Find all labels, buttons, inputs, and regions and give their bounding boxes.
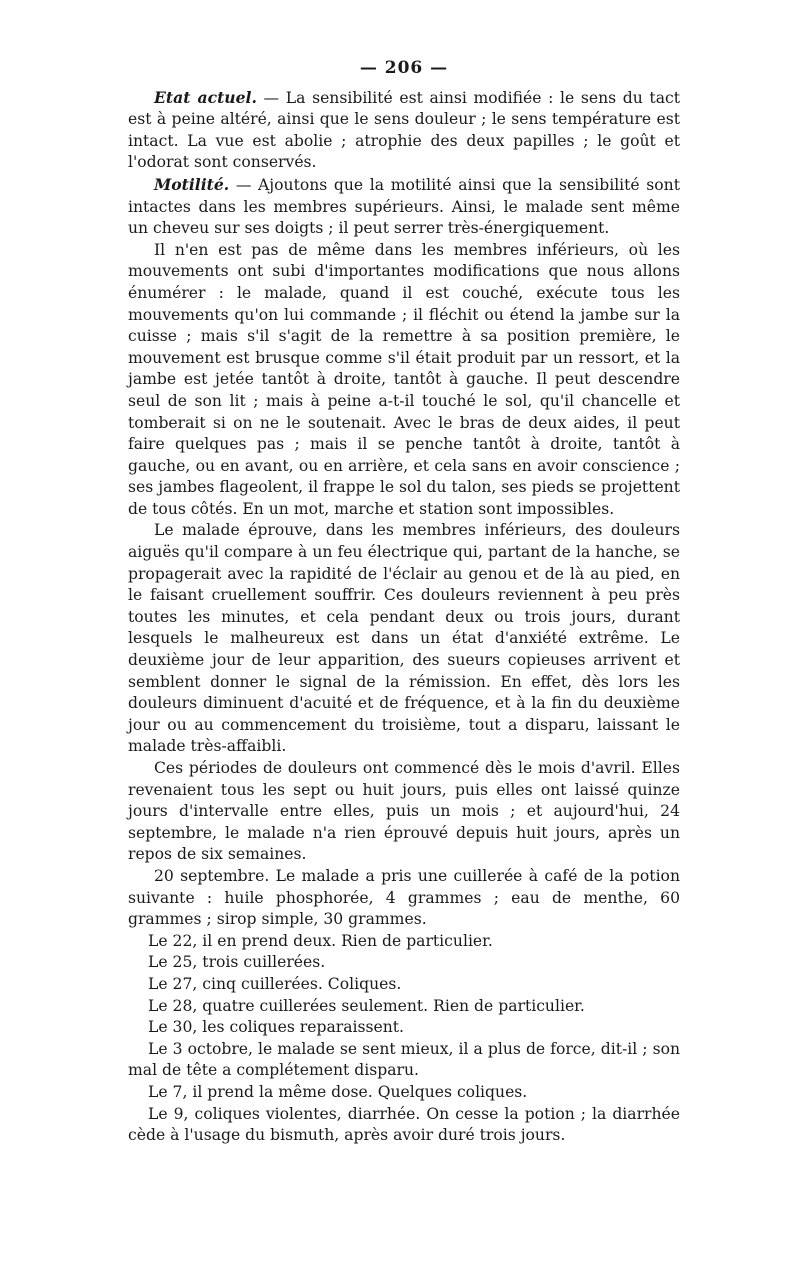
entry-25: Le 25, trois cuillerées. <box>148 953 326 972</box>
entry-7: Le 7, il prend la même dose. Quelques coliques. <box>148 1082 528 1101</box>
paragraph-membres-inferieurs: Il n'en est pas de même dans les membres inférieurs, où les mouvements ont subi d'importantes modifications que nous allons énumérer : le malade, quand il est couché, exécute tous les mouvements qu'on lui commande ; il fléchit ou étend la jambe sur la cuisse ; mais s'il s'agit de la remettre à sa position première, le mouvement est brusque comme s'il était produit par un ressort, et la jambe est jetée tantôt à droite, tantôt à gauche. Il peut descendre seul de son lit ; mais à peine a-t-il touché le sol, qu'il chancelle et tomberait si on ne le soutenait. Avec le bras de deux aides, il peut faire quelques pas ; mais il se penche tantôt à droite, tantôt à gauche, ou en avant, ou en arrière, et cela sans en avoir conscience ; ses jambes flageolent, il frappe le sol du talon, ses pieds se projettent de tous côtés. En un mot, marche et station sont impossibles. <box>128 240 680 518</box>
paragraph-douleurs: Le malade éprouve, dans les membres inférieurs, des douleurs aiguës qu'il compare à un feu électrique qui, partant de la hanche, se propagerait avec la rapidité de l'éclair au genou et de là au pied, en le faisant cruellement souffrir. Ces douleurs reviennent à peu près toutes les minutes, et cela pendant deux ou trois jours, durant lesquels le malheureux est dans un état d'anxiété extrême. Le deuxième jour de leur apparition, des sueurs copieuses arrivent et semblent donner le signal de la rémission. En effet, dès lors les douleurs diminuent d'acuité et de fréquence, et à la fin du deuxième jour ou au commencement du troisième, tout a disparu, laissant le malade très-affaibli. <box>128 521 680 756</box>
paragraph-motilite <box>128 174 680 240</box>
paragraph-text: — La sensibilité est ainsi modifiée : le sens du tact est à peine altéré, ainsi que le sens douleur ; le sens température est intact. La vue est abolie ; atrophie des deux papilles ; le goût et l'odorat sont conservés. <box>128 88 680 172</box>
entry-3-octobre: Le 3 octobre, le malade se sent mieux, il a plus de force, dit-il ; son mal de tête a complétement disparu. <box>128 1039 680 1080</box>
paragraph-periodes: Ces périodes de douleurs ont commencé dès le mois d'avril. Elles revenaient tous les sept ou huit jours, puis elles ont laissé quinze jours d'intervalle entre elles, puis un mois ; et aujourd'hui, 24 septembre, le malade n'a rien éprouvé depuis huit jours, après un repos de six semaines. <box>128 759 680 864</box>
entry-30: Le 30, les coliques reparaissent. <box>148 1018 404 1037</box>
paragraph-text: — Ajoutons que la motilité ainsi que la sensibilité sont intactes dans les membres supérieurs. Ainsi, le malade sent même un cheveu sur ses doigts ; il peut serrer très-énergiquement. <box>128 175 680 238</box>
paragraph-20-septembre: 20 septembre. Le malade a pris une cuillerée à café de la potion suivante : huile phosphorée, 4 grammes ; eau de menthe, 60 grammes ; sirop simple, 30 grammes. <box>128 866 680 929</box>
entry-9: Le 9, coliques violentes, diarrhée. On cesse la potion ; la diarrhée cède à l'usage du bismuth, après avoir duré trois jours. <box>128 1104 680 1145</box>
section-heading: Etat actuel. <box>154 87 257 107</box>
entry-22: Le 22, il en prend deux. Rien de particulier. <box>148 931 493 950</box>
book-page <box>128 58 680 1147</box>
paragraph-etat-actuel <box>128 87 680 174</box>
section-heading: Motilité. <box>154 174 230 194</box>
page-number: — 206 — <box>359 58 449 78</box>
entry-27: Le 27, cinq cuillerées. Coliques. <box>148 974 402 993</box>
entry-28: Le 28, quatre cuillerées seulement. Rien de particulier. <box>148 996 585 1015</box>
